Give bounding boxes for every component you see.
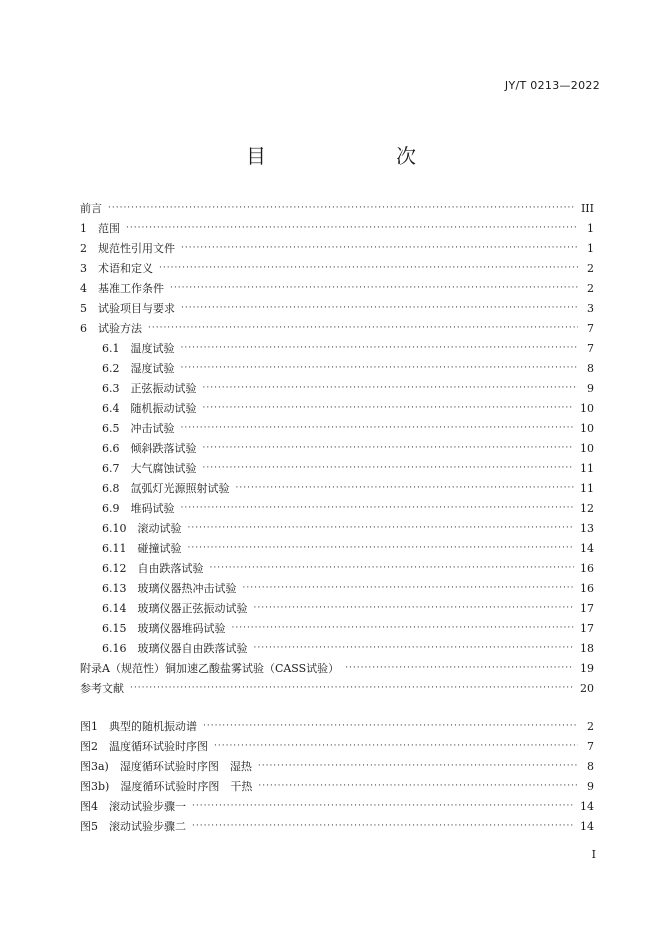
dot-leader xyxy=(108,203,575,213)
toc-entry[interactable] xyxy=(80,358,594,378)
toc-entry-label: 4 基准工作条件 xyxy=(80,282,164,295)
page-number: I xyxy=(591,848,596,861)
toc-entry-page: 17 xyxy=(580,621,594,635)
figure-entry-page: 2 xyxy=(587,719,594,733)
figure-entry-page: 8 xyxy=(587,759,594,773)
dot-leader xyxy=(148,323,578,333)
toc-entry-page: 9 xyxy=(587,381,594,395)
dot-leader xyxy=(214,741,578,751)
toc-entry[interactable] xyxy=(80,578,594,598)
toc-entry-label: 6.6 倾斜跌落试验 xyxy=(102,442,197,455)
figure-entry[interactable] xyxy=(80,776,594,796)
figure-entry-page: 9 xyxy=(587,779,594,793)
toc-entry-page: 10 xyxy=(580,421,594,435)
toc-entry-label: 前言 xyxy=(80,202,102,215)
toc-entry[interactable] xyxy=(80,218,594,238)
toc-entry-page: 16 xyxy=(580,561,594,575)
dot-leader xyxy=(203,463,575,473)
toc-entry-label: 6.13 玻璃仪器热冲击试验 xyxy=(102,582,237,595)
toc-entry-label: 6.16 玻璃仪器自由跌落试验 xyxy=(102,642,248,655)
toc-entry-label: 6.2 湿度试验 xyxy=(102,362,175,375)
toc-entry-label: 附录A（规范性）铜加速乙酸盐雾试验（CASS试验） xyxy=(80,662,340,675)
figure-entry[interactable] xyxy=(80,736,594,756)
toc-entry-page: 1 xyxy=(587,221,594,235)
toc-entry[interactable] xyxy=(80,438,594,458)
toc-entry-label: 5 试验项目与要求 xyxy=(80,302,175,315)
dot-leader xyxy=(236,483,575,493)
dot-leader xyxy=(203,403,575,413)
toc-entry[interactable] xyxy=(80,478,594,498)
dot-leader xyxy=(181,243,578,253)
toc-entry[interactable] xyxy=(80,278,594,298)
toc-entry-page: 2 xyxy=(587,261,594,275)
figure-entry-page: 14 xyxy=(580,819,594,833)
figure-entry-label: 图5 滚动试验步骤二 xyxy=(80,820,186,833)
dot-leader xyxy=(258,761,578,771)
toc-entry-page: 7 xyxy=(587,341,594,355)
toc-entry-label: 6.1 温度试验 xyxy=(102,342,175,355)
dot-leader xyxy=(254,643,575,653)
toc-entry-page: 11 xyxy=(580,461,594,475)
toc-entry-page: 11 xyxy=(580,481,594,495)
toc-entry-page: 13 xyxy=(580,521,594,535)
toc-entry[interactable] xyxy=(80,318,594,338)
figure-entry-label: 图1 典型的随机振动谱 xyxy=(80,720,197,733)
dot-leader xyxy=(203,383,579,393)
toc-entry[interactable] xyxy=(80,618,594,638)
list-of-figures xyxy=(80,716,594,836)
toc-entry[interactable] xyxy=(80,658,594,678)
figure-entry-label: 图2 温度循环试验时序图 xyxy=(80,740,208,753)
figure-entry[interactable] xyxy=(80,756,594,776)
toc-entry-page: 16 xyxy=(580,581,594,595)
dot-leader xyxy=(170,283,578,293)
toc-entry-label: 6.9 堆码试验 xyxy=(102,502,175,515)
dot-leader xyxy=(130,683,574,693)
toc-entry[interactable] xyxy=(80,558,594,578)
dot-leader xyxy=(192,821,574,831)
table-of-contents xyxy=(80,198,594,698)
toc-entry[interactable] xyxy=(80,518,594,538)
figure-entry-page: 14 xyxy=(580,799,594,813)
toc-entry-page: III xyxy=(580,201,594,215)
toc-entry-label: 6.12 自由跌落试验 xyxy=(102,562,204,575)
toc-entry-page: 10 xyxy=(580,441,594,455)
dot-leader xyxy=(258,781,578,791)
toc-entry-page: 7 xyxy=(587,321,594,335)
dot-leader xyxy=(181,423,575,433)
dot-leader xyxy=(243,583,575,593)
toc-entry-page: 18 xyxy=(580,641,594,655)
dot-leader xyxy=(181,303,578,313)
toc-entry-label: 3 术语和定义 xyxy=(80,262,153,275)
dot-leader xyxy=(345,663,574,673)
dot-leader xyxy=(203,721,578,731)
toc-entry-label: 6.5 冲击试验 xyxy=(102,422,175,435)
toc-entry-label: 6.7 大气腐蚀试验 xyxy=(102,462,197,475)
figure-entry-label: 图3a) 湿度循环试验时序图 湿热 xyxy=(80,760,252,773)
toc-entry[interactable] xyxy=(80,338,594,358)
toc-entry[interactable] xyxy=(80,198,594,218)
toc-entry[interactable] xyxy=(80,398,594,418)
toc-entry[interactable] xyxy=(80,418,594,438)
toc-entry-label: 6 试验方法 xyxy=(80,322,142,335)
figure-entry[interactable] xyxy=(80,796,594,816)
toc-entry[interactable] xyxy=(80,638,594,658)
page-title: 目 次 xyxy=(246,144,446,168)
dot-leader xyxy=(232,623,575,633)
toc-entry-label: 6.14 玻璃仪器正弦振动试验 xyxy=(102,602,248,615)
toc-entry-label: 6.3 正弦振动试验 xyxy=(102,382,197,395)
toc-entry[interactable] xyxy=(80,678,594,698)
toc-entry-page: 10 xyxy=(580,401,594,415)
figure-entry[interactable] xyxy=(80,716,594,736)
dot-leader xyxy=(192,801,574,811)
toc-entry-label: 2 规范性引用文件 xyxy=(80,242,175,255)
figure-entry-label: 图3b) 湿度循环试验时序图 干热 xyxy=(80,780,253,793)
figure-entry[interactable] xyxy=(80,816,594,836)
toc-entry[interactable] xyxy=(80,538,594,558)
dot-leader xyxy=(203,443,575,453)
toc-entry-label: 6.15 玻璃仪器堆码试验 xyxy=(102,622,226,635)
dot-leader xyxy=(181,363,579,373)
toc-entry-page: 2 xyxy=(587,281,594,295)
toc-entry-page: 3 xyxy=(587,301,594,315)
toc-entry-label: 1 范围 xyxy=(80,222,120,235)
dot-leader xyxy=(181,503,575,513)
toc-entry-label: 6.10 滚动试验 xyxy=(102,522,182,535)
toc-entry[interactable] xyxy=(80,378,594,398)
toc-entry-label: 参考文献 xyxy=(80,682,124,695)
toc-entry[interactable] xyxy=(80,598,594,618)
dot-leader xyxy=(188,543,575,553)
toc-entry[interactable] xyxy=(80,238,594,258)
toc-entry-label: 6.4 随机振动试验 xyxy=(102,402,197,415)
toc-entry-page: 14 xyxy=(580,541,594,555)
toc-entry-page: 8 xyxy=(587,361,594,375)
toc-entry-page: 19 xyxy=(580,661,594,675)
toc-entry[interactable] xyxy=(80,298,594,318)
dot-leader xyxy=(181,343,579,353)
toc-entry-page: 12 xyxy=(580,501,594,515)
figure-entry-page: 7 xyxy=(587,739,594,753)
figure-entry-label: 图4 滚动试验步骤一 xyxy=(80,800,186,813)
dot-leader xyxy=(126,223,578,233)
dot-leader xyxy=(210,563,575,573)
toc-entry-label: 6.11 碰撞试验 xyxy=(102,542,182,555)
toc-entry-page: 1 xyxy=(587,241,594,255)
dot-leader xyxy=(159,263,578,273)
toc-entry[interactable] xyxy=(80,498,594,518)
dot-leader xyxy=(254,603,575,613)
toc-entry-page: 20 xyxy=(580,681,594,695)
toc-entry-label: 6.8 氙弧灯光源照射试验 xyxy=(102,482,230,495)
toc-entry[interactable] xyxy=(80,458,594,478)
standard-code: JY/T 0213—2022 xyxy=(504,79,600,92)
toc-entry-page: 17 xyxy=(580,601,594,615)
dot-leader xyxy=(188,523,575,533)
toc-entry[interactable] xyxy=(80,258,594,278)
